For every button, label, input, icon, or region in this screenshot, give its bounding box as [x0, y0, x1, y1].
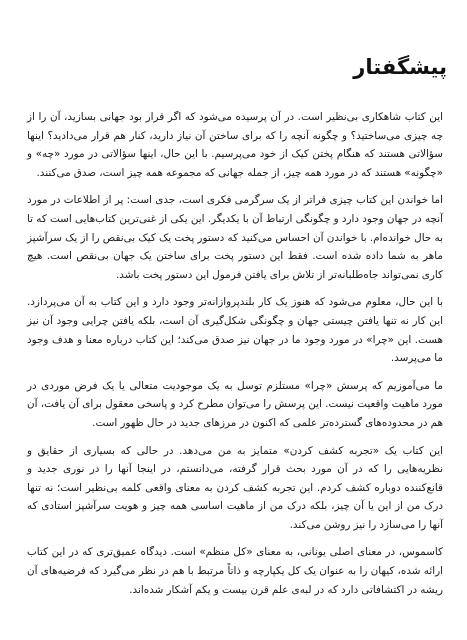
paragraph: این کتاب یک «تجربه کشف کردن» متمایز به من می‌دهد. در حالی که بسیاری از حقایق و نظریه‌هایی را که در آن مورد بحث قرار گرفته، می‌دانستم، در اینجا آنها را در نوری جدید و قانع‌کننده دوباره کشف کردم. این تجربه کشف کردن به معنای واقعی کلمه بی‌نظیر است؛ نه تنها درک من از این یا آن چیز، بلکه درک من از ماهیت اساسی همه چیز و هویت سرآشپز استادی که آنها را می‌سازد را نیز روشن می‌کند.: [27, 444, 443, 531]
paragraph: اما خواندن این کتاب چیزی فراتر از یک سرگرمی فکری است، جدی است: پر از اطلاعات در مورد آنچه در جهان وجود دارد و چگونگی ارتباط آن با یکدیگر. این یکی از غنی‌ترین کتاب‌هایی است که تا به حال خوانده‌ام. با خواندن آن احساس می‌کنید که دستور پخت یک کیک بی‌نقص را از یک سرآشپز ماهر به شما داده شده است. فقط این دستور پخت برای ساختن یک جهان بی‌نقص است. هیچ کاری نمی‌تواند جاه‌طلبانه‌تر از تلاش برای یافتن فرمول این دستور پخت باشد.: [27, 194, 443, 281]
paragraph: کاسموس، در معنای اصلی یونانی، به معنای «کل منظم» است. دیدگاه عمیق‌تری که در این کتاب ارائه شده، کیهان را به عنوان یک کل یکپارچه و ذاتاً مرتبط با هم در نظر می‌گیرد که فرضیه‌های آن ریشه در اکتشافاتی دارد که در لبه‌ی علم قرن بیست و یکم آشکار شده‌اند.: [27, 546, 443, 596]
paragraph: با این حال، معلوم می‌شود که هنوز یک کار بلندپروازانه‌تر وجود دارد و این کتاب به آن می‌پردازد. این کار نه تنها یافتن چیستی جهان و چگونگی شکل‌گیری آن است، بلکه یافتن چرایی وجود آن نیز هست. این «چرا» در مورد وجود ما در جهان نیز صدق می‌کند؛ این کتاب درباره معنا و هدف وجود ما می‌پرسد.: [27, 296, 443, 365]
page-title: پیشگفتار: [353, 55, 447, 79]
paragraph: ما می‌آموزیم که پرسش «چرا» مستلزم توسل به یک موجودیت متعالی یا یک فرض موردی در مورد ماهیت واقعیت نیست. این پرسش را می‌توان مطرح کرد و پاسخی معقول برای آن یافت، آن هم در محدوده‌های گسترده‌تر علمی که اکنون در مرزهای جدید در حال ظهور است.: [27, 379, 443, 429]
paragraph: این کتاب شاهکاری بی‌نظیر است. در آن پرسیده می‌شود که اگر قرار بود جهانی بسازید، آن را از چه چیزی می‌ساختید؟ و چگونه آنچه را که برای ساختن آن نیاز دارید، کنار هم قرار می‌دادید؟ اینها سؤالاتی هستند که هنگام پختن کیک از خود می‌پرسیم. با این حال، اینها سؤالاتی در مورد «چه» و «چگونه» هستند که در مورد همه چیز، از جمله جهانی که مجموعه همه چیز است، صدق می‌کنند.: [27, 111, 443, 179]
document-body: [27, 108, 443, 608]
